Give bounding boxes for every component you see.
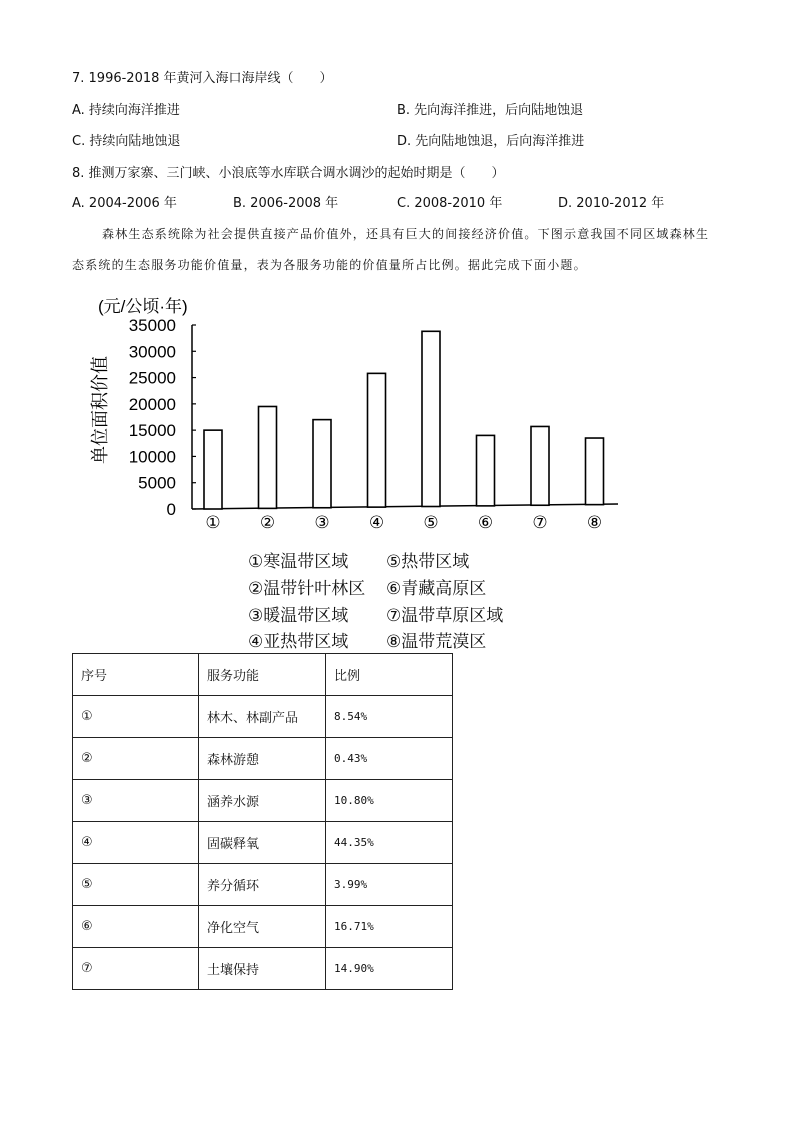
table-cell: 土壤保持: [199, 948, 326, 990]
q8-option-b[interactable]: B. 2006-2008 年: [233, 196, 339, 211]
bar-2: [259, 406, 277, 508]
q8-option-c[interactable]: C. 2008-2010 年: [397, 196, 503, 211]
table-header-row: [73, 654, 453, 696]
x-category-label: ①: [205, 513, 221, 533]
value-bar-chart: [80, 290, 640, 540]
table-header-cell: 服务功能: [199, 654, 326, 696]
bar-7: [531, 426, 549, 505]
table-cell: 14.90%: [326, 948, 453, 990]
table-cell: ⑤: [73, 864, 199, 906]
x-category-label: ④: [368, 513, 385, 533]
table-row: [73, 822, 453, 864]
table-cell: 森林游憩: [199, 738, 326, 780]
y-tick-label: 10000: [128, 447, 176, 467]
table-row: [73, 906, 453, 948]
table-header-cell: 序号: [73, 654, 199, 696]
table-row: [73, 780, 453, 822]
q7-option-c[interactable]: C. 持续向陆地蚀退: [72, 134, 181, 149]
x-category-label: ⑤: [423, 513, 439, 533]
legend-item-7: ⑦温带草原区域: [386, 606, 504, 626]
table-cell: 涵养水源: [199, 780, 326, 822]
q8-option-d[interactable]: D. 2010-2012 年: [558, 196, 665, 211]
legend-item-5: ⑤热带区域: [386, 552, 470, 572]
chart-unit-label: (元/公顷·年): [98, 297, 188, 316]
table-cell: 16.71%: [326, 906, 453, 948]
bar-1: [204, 430, 222, 509]
x-category-label: ⑥: [477, 513, 494, 533]
q7-option-a[interactable]: A. 持续向海洋推进: [72, 103, 180, 118]
bar-4: [368, 373, 386, 507]
question-8-stem: 8. 推测万家寨、三门峡、小浪底等水库联合调水调沙的起始时期是（ ）: [72, 166, 505, 181]
y-tick-label: 30000: [128, 342, 176, 362]
table-row: [73, 948, 453, 990]
x-category-label: ⑧: [586, 513, 603, 533]
table-row: [73, 738, 453, 780]
bar-6: [477, 435, 495, 505]
y-tick-label: 35000: [128, 316, 176, 335]
table-header-cell: 比例: [326, 654, 453, 696]
y-tick-label: 5000: [138, 473, 176, 493]
x-category-label: ③: [314, 513, 330, 533]
bar-5: [422, 331, 440, 506]
x-category-label: ⑦: [532, 513, 548, 533]
chart-x-axis: [192, 504, 618, 509]
table-cell: 8.54%: [326, 696, 453, 738]
table-cell: 0.43%: [326, 738, 453, 780]
legend-item-2: ②温带针叶林区: [248, 579, 366, 599]
table-row: [73, 696, 453, 738]
table-cell: ②: [73, 738, 199, 780]
table-cell: 10.80%: [326, 780, 453, 822]
question-7-stem: 7. 1996-2018 年黄河入海口海岸线（ ）: [72, 71, 333, 86]
table-cell: 3.99%: [326, 864, 453, 906]
table-cell: 44.35%: [326, 822, 453, 864]
table-row: [73, 864, 453, 906]
y-tick-label: 20000: [128, 394, 176, 414]
legend-item-4: ④亚热带区域: [248, 632, 349, 652]
y-tick-label: 25000: [128, 368, 176, 388]
table-cell: ④: [73, 822, 199, 864]
service-function-table: [72, 653, 453, 990]
q7-option-b[interactable]: B. 先向海洋推进，后向陆地蚀退: [397, 103, 584, 118]
y-tick-label: 15000: [128, 421, 176, 441]
legend-item-3: ③暖温带区域: [248, 606, 349, 626]
q7-option-d[interactable]: D. 先向陆地蚀退，后向海洋推进: [397, 134, 585, 149]
table-cell: 养分循环: [199, 864, 326, 906]
bar-3: [313, 420, 331, 508]
q8-option-a[interactable]: A. 2004-2006 年: [72, 196, 177, 211]
legend-item-1: ①寒温带区域: [248, 552, 349, 572]
table-cell: 净化空气: [199, 906, 326, 948]
table-cell: ③: [73, 780, 199, 822]
table-cell: ①: [73, 696, 199, 738]
legend-item-8: ⑧温带荒漠区: [386, 632, 487, 652]
intro-paragraph: 森林生态系统除为社会提供直接产品价值外，还具有巨大的间接经济价值。下图示意我国不同区域森林生态系统的生态服务功能价值量，表为各服务功能的价值量所占比例。据此完成下面小题。: [72, 227, 710, 272]
table-cell: ⑦: [73, 948, 199, 990]
bar-8: [586, 438, 604, 505]
table-cell: ⑥: [73, 906, 199, 948]
table-cell: 林木、林副产品: [199, 696, 326, 738]
x-category-label: ②: [259, 513, 276, 533]
table-cell: 固碳释氧: [199, 822, 326, 864]
y-tick-label: 0: [166, 500, 176, 519]
chart-y-axis-label: 单位面积价值: [90, 356, 110, 464]
legend-item-6: ⑥青藏高原区: [386, 579, 487, 599]
